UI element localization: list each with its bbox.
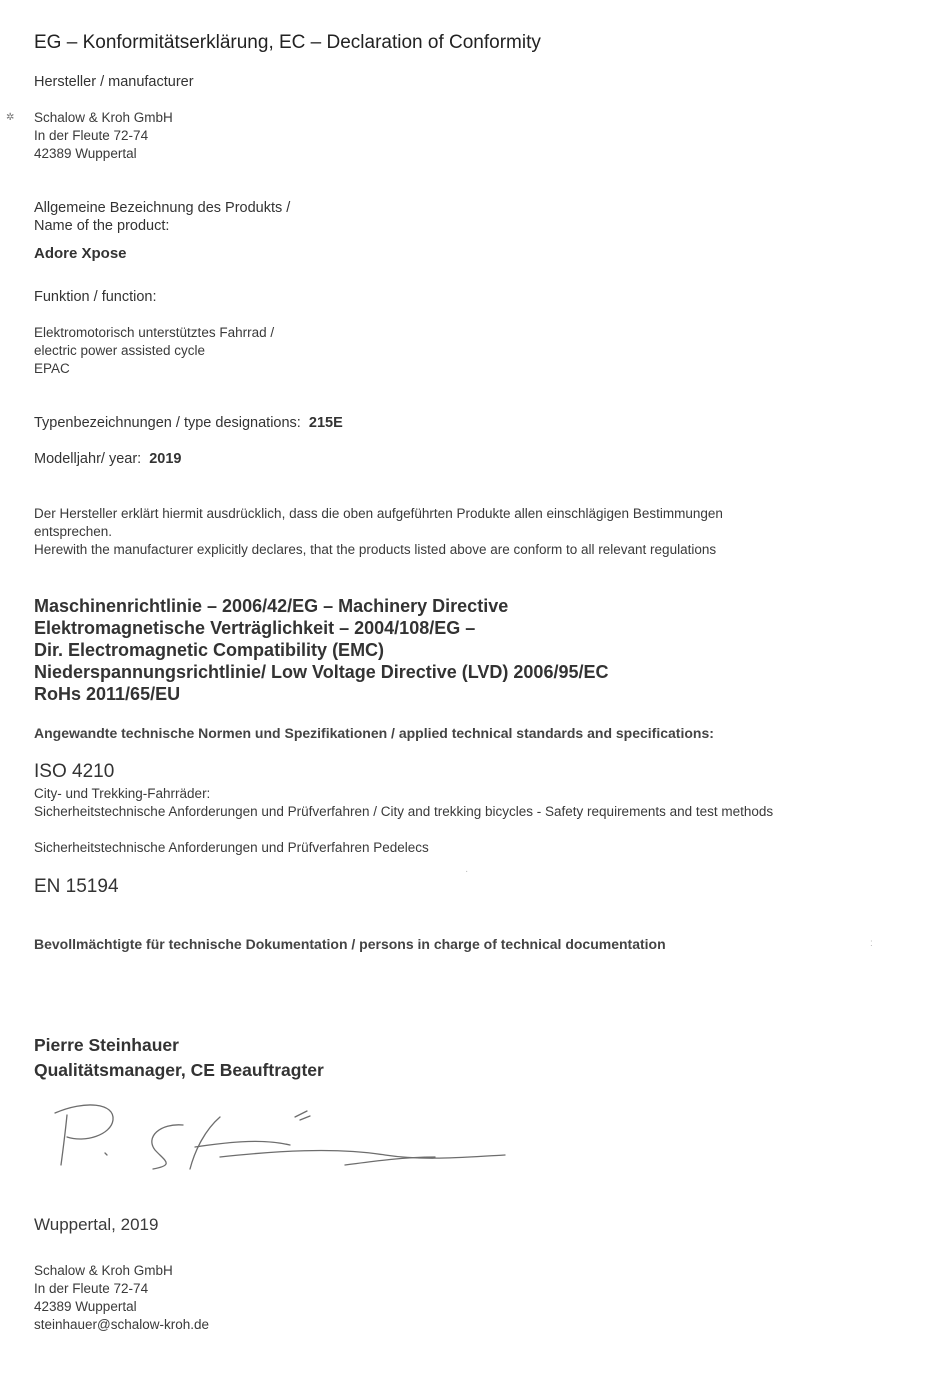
type-designation <box>34 415 343 431</box>
standard-iso-4210: ISO 4210 <box>34 761 115 782</box>
directive: RoHs 2011/65/EU <box>34 684 181 704</box>
address-line: In der Fleute 72-74 <box>34 128 149 143</box>
function-label: Funktion / function: <box>34 289 157 305</box>
email-link[interactable]: steinhauer@schalow-kroh.de <box>34 1317 210 1332</box>
standard-en-15194: EN 15194 <box>34 876 119 897</box>
signer-block <box>34 1033 324 1083</box>
place-date: Wuppertal, 2019 <box>34 1215 159 1234</box>
type-value: 215E <box>308 415 343 431</box>
signer-role: Qualitätsmanager, CE Beauftragter <box>34 1060 324 1080</box>
directive: Niederspannungsrichtlinie/ Low Voltage Directive (LVD) 2006/95/EC <box>34 662 609 682</box>
address-line: 42389 Wuppertal <box>34 1299 137 1314</box>
product-label: Allgemeine Bezeichnung des Produkts / Name of the product: <box>34 200 291 234</box>
standard-iso-4210-description: City- und Trekking-Fahrräder: Sicherheitstechnische Anforderungen und Prüfverfahren / City and trekking bicycles - Safety requirements and test methods <box>34 786 774 819</box>
year-label: Modelljahr/ year: <box>34 451 142 467</box>
manufacturer-label: Hersteller / manufacturer <box>34 74 194 90</box>
address-line: Schalow & Kroh GmbH <box>34 110 173 125</box>
directive: Dir. Electromagnetic Compatibility (EMC) <box>34 640 385 660</box>
directives-list <box>34 595 608 705</box>
manufacturer-address <box>34 109 173 163</box>
documentation-label: Bevollmächtigte für technische Dokumentation / persons in charge of technical documentation <box>34 936 666 952</box>
speck-mark-icon: · <box>465 866 469 877</box>
signer-name: Pierre Steinhauer <box>34 1035 179 1055</box>
margin-mark-icon: ✲ <box>6 112 15 123</box>
document-title: EG – Konformitätserklärung, EC – Declaration of Conformity <box>34 32 541 53</box>
function-description: Elektromotorisch unterstütztes Fahrrad / electric power assisted cycle EPAC <box>34 325 275 376</box>
directive: Elektromagnetische Verträglichkeit – 2004/108/EG – <box>34 618 476 638</box>
address-line: 42389 Wuppertal <box>34 146 137 161</box>
directive: Maschinenrichtlinie – 2006/42/EG – Machinery Directive <box>34 596 509 616</box>
signature-image <box>45 1095 515 1180</box>
model-year <box>34 451 181 467</box>
speck-mark-icon: : <box>870 938 873 949</box>
footer-address <box>34 1262 209 1334</box>
type-label: Typenbezeichnungen / type designations: <box>34 415 301 431</box>
standards-label: Angewandte technische Normen und Spezifikationen / applied technical standards and specifications: <box>34 725 714 741</box>
standard-en-15194-description: Sicherheitstechnische Anforderungen und Prüfverfahren Pedelecs <box>34 840 429 855</box>
declaration-text: Der Hersteller erklärt hiermit ausdrücklich, dass die oben aufgeführten Produkte allen einschlägigen Bestimmungen entsprechen. Herewith the manufacturer explicitly declares, that the products listed above are conform to all relevant regulations <box>34 506 723 557</box>
address-line: Schalow & Kroh GmbH <box>34 1263 173 1278</box>
address-line: In der Fleute 72-74 <box>34 1281 149 1296</box>
year-value: 2019 <box>149 451 182 467</box>
product-name: Adore Xpose <box>34 245 127 262</box>
